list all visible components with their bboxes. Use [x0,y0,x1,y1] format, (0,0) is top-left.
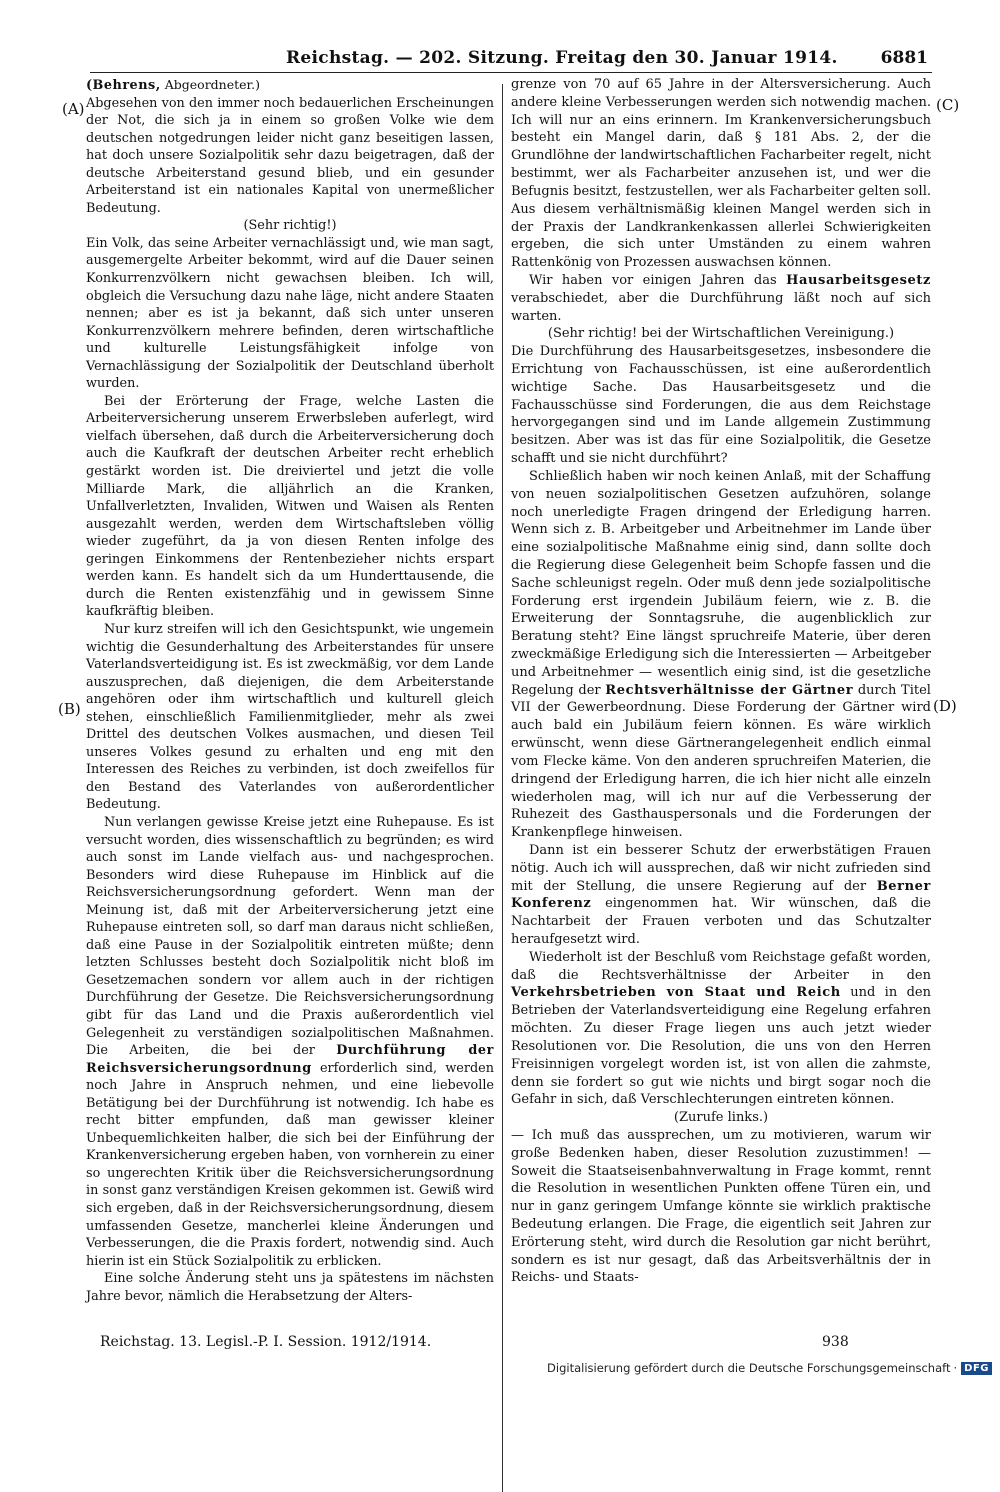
paragraph: Ein Volk, das seine Arbeiter vernachlässigt und, wie man sagt, ausgemergelte Arbeiter bekommt, wird auf die Dauer seinen Konkurrenzvölkern nicht gewachsen bleiben. Ich will, obgleich die Versuchung dazu nahe läge, nicht andere Staaten nennen; aber es ist ja bekannt, daß sich unter unseren Konkurrenzvölkern mehrere befinden, deren wirtschaftliche und kulturelle Leistungsfähigkeit infolge von Vernachlässigung der Sozialpolitik der Deutschland überholt wurden. [86,235,494,392]
emphasis: Durchführung der Reichsversicherungsordnung [86,1043,494,1076]
paragraph [511,468,931,842]
margin-marker-d: (D) [933,697,957,715]
running-title: Reichstag. — 202. Sitzung. Freitag den 30. Januar 1914. [286,48,838,68]
footer-sheet-number: 938 [822,1334,849,1350]
right-column [511,76,931,1287]
paragraph: Eine solche Änderung steht uns ja spätestens im nächsten Jahre bevor, nämlich die Herabsetzung der Alters- [86,1271,494,1304]
paragraph [511,272,931,325]
paragraph: — Ich muß das aussprechen, um zu motivieren, warum wir große Bedenken haben, dieser Resolution zuzustimmen! — Soweit die Staatseisenbahnverwaltung in Frage kommt, rennt die Resolution in wesentlichen Punkten offene Türen ein, und nur in ganz geringem Umfange könnte sie wirklich praktische Bedeutung erlangen. Die Frage, die eigentlich seit Jahren zur Erörterung steht, wird durch die Resolution gar nicht berührt, sondern es ist nur gesagt, daß das Arbeitsverhältnis der in Reichs- und Staats- [511,1127,931,1286]
dfg-logo-icon: DFG [961,1362,992,1375]
paragraph: grenze von 70 auf 65 Jahre in der Altersversicherung. Auch andere kleine Verbesserungen werden sich notwendig machen. Ich will nur an eins erinnern. Im Krankenversicherungsbuch besteht ein Mangel darin, daß § 181 Abs. 2, der die Grundlöhne der landwirtschaftlichen Facharbeiter regelt, nicht bestimmt, wer als Facharbeiter anzusehen ist, und wer die Befugnis besitzt, festzustellen, wer als Facharbeiter gelten soll. Aus diesem verhältnismäßig kleinen Mangel werden sich in der Praxis der Landkrankenkassen allerlei Schwierigkeiten ergeben, die sich unter Umständen zu einem wahren Rattenkönig von Prozessen auswachsen können. [511,77,931,271]
speaker-line [86,76,494,95]
interjection: (Zurufe links.) [673,1110,769,1126]
paragraph-text: erforderlich sind, werden noch Jahre in Anspruch nehmen, und eine liebevolle Betätigung bei der Durchführung ist notwendig. Ich habe es recht bitter empfunden, daß man gewisser kleiner Unbequemlichkeiten halber, die sich bei der Einführung der Krankenversicherung ergeben haben, von vornherein zu einer so ungerechten Kritik über die Reichsversicherungsordnung in sonst ganz verständigen Kreisen gekommen ist. Gewiß wird sich ergeben, daß in der Reichsversicherungsordnung, diesem umfassenden Gesetze, mancherlei kleine Änderungen und Verbesserungen, die die Praxis fordert, notwendig sind. Auch hierin ist ein Stück Sozialpolitik zu erblicken. [86,1060,494,1269]
emphasis: Berner Konferenz [511,878,931,912]
paragraph-text: und in den Betrieben der Vaterlandsverteidigung eine Regelung erfahren möchten. Zu dieser Frage liegen uns auch jetzt wieder Resolutionen vor. Die Resolution, die uns von den Herren Freisinnigen vorgelegt worden ist, ist von allen die zahmste, denn sie fordert so gut wie nichts und birgt sogar noch die Gefahr in sich, daß Verschlechterungen eintreten können. [511,985,931,1108]
interjection: (Sehr richtig!) [243,218,337,234]
margin-marker-a: (A) [62,100,85,118]
emphasis: Rechtsverhältnisse der Gärtner [605,682,854,698]
page-header [90,46,932,73]
page-number: 6881 [880,48,928,68]
speaker-name: (Behrens, [86,78,161,93]
paragraph-text: Wir haben vor einigen Jahren das [529,272,777,288]
paragraph-text: Dann ist ein besserer Schutz der erwerbstätigen Frauen nötig. Auch ich will aussprechen, daß wir nicht zufrieden sind mit der Stellung, die unsere Regierung auf der [511,842,931,894]
paragraph-text: Wiederholt ist der Beschluß vom Reichstage gefaßt worden, daß die Rechtsverhältnisse der Arbeiter in den [511,949,931,983]
interjection: (Sehr richtig! bei der Wirtschaftlichen Vereinigung.) [547,326,895,342]
paragraph [86,814,494,1270]
emphasis: Hausarbeitsgesetz [786,272,931,288]
paragraph-text: Nun verlangen gewisse Kreise jetzt eine Ruhepause. Es ist versucht worden, dies wissenschaftlich zu begründen; es wird auch sonst im Lande vielfach aus- und nachgesprochen. Besonders wird diese Ruhepause im Hinblick auf die Reichsversicherungsordnung gefordert. Wenn man der Meinung ist, daß mit der Arbeiterversicherung jetzt eine Ruhepause eintreten soll, so darf man daraus nicht schließen, daß eine Pause in der Sozialpolitik eintreten müßte; denn letzten Schlusses besteht doch Sozialpolitik nicht bloß im Gesetzemachen sondern vor allem auch in der richtigen Durchführung der Gesetze. Die Reichsversicherungsordnung gibt für das Land und die Praxis außerordentlich viel Gelegenheit zu verständigen sozialpolitischen Maßnahmen. Die Arbeiten, die bei der [86,814,494,1059]
footer-session: Reichstag. 13. Legisl.-P. I. Session. 1912/1914. [100,1334,432,1350]
paragraph: Nur kurz streifen will ich den Gesichtspunkt, wie ungemein wichtig die Gesunderhaltung des Arbeiterstandes für unsere Vaterlandsverteidigung ist. Es ist zweckmäßig, vor dem Lande auszusprechen, daß diejenigen, die dem Arbeiterstande angehören oder ihm wirtschaftlich und kulturell gleich stehen, einschließlich Familienmitglieder, mehr als zwei Drittel des deutschen Volkes ausmachen, und diesen Teil unseres Volkes gesund zu erhalten und eng mit den Interessen des Reiches zu verbinden, ist doch zweifellos für den Bestand des Vaterlandes von außerordentlicher Bedeutung. [86,621,494,813]
margin-marker-b: (B) [58,700,81,718]
dfg-credit [547,1361,992,1375]
paragraph-text: Schließlich haben wir noch keinen Anlaß, mit der Schaffung von neuen sozialpolitischen Gesetzen aufzuhören, solange noch unerledigte Fragen dringend der Erledigung harren. Wenn sich z. B. Arbeitgeber und Arbeitnehmer im Lande über eine sozialpolitische Maßnahme einig sind, dann sollte doch die Regierung diese Gelegenheit beim Schopfe fassen und die Sache schleunigst regeln. Oder muß denn jede sozialpolitische Forderung erst irgendein Jubiläum feiern, wie z. B. die Erweiterung der Sonntagsruhe, die augenblicklich zur Beratung steht? Eine längst spruchreife Materie, über deren zweckmäßige Erledigung sich die Interessierten — Arbeitgeber und Arbeitnehmer — wesentlich einig sind, ist die gesetzliche Regelung der [511,468,931,698]
emphasis: Verkehrsbetrieben von Staat und Reich [511,985,841,1001]
paragraph [511,949,931,1109]
paragraph: Bei der Erörterung der Frage, welche Lasten die Arbeiterversicherung unserem Erwerbsleben auferlegt, wird vielfach übersehen, daß durch die Arbeiterversicherung doch auch die Kaufkraft der deutschen Arbeiter recht erheblich gestärkt worden ist. Die dreiviertel und jetzt die volle Milliarde Mark, die alljährlich an die Kranken, Unfallverletzten, Invaliden, Witwen und Waisen als Renten ausgezahlt werden, werden dem Wirtschaftsleben völlig wieder zugeführt, da ja von diesen Renten infolge des geringen Einkommens der Rentenbezieher nichts erspart werden kann. Es handelt sich da um Hunderttausende, die durch die Renten existenzfähig und in gewissem Sinne kaufkräftig bleiben. [86,393,494,620]
margin-marker-c: (C) [936,96,960,114]
left-column [86,76,494,1305]
paragraph-text: durch Titel VII der Gewerbeordnung. Diese Forderung der Gärtner wird auch bald ein Jubiläum feiern können. Es wäre wirklich erwünscht, wenn diese Gärtnerangelegenheit endlich einmal vom Flecke käme. Von den anderen spruchreifen Materien, die dringend der Erledigung harren, die ich hier nicht alle einzeln wiederholen mag, will ich nur auf die Verbesserung der Ruhezeit des Gasthauspersonals und die Forderungen der Krankenpflege hinweisen. [511,682,931,841]
paragraph: Die Durchführung des Hausarbeitsgesetzes, insbesondere die Errichtung von Fachausschüssen, ist eine außerordentlich wichtige Sache. Das Hausarbeitsgesetz und die Fachausschüsse sind Forderungen, die aus dem Reichstage hervorgegangen sind und im Lande allgemein Zustimmung besitzen. Aber was ist das für eine Sozialpolitik, die Gesetze schafft und sie nicht durchführt? [511,344,931,467]
paragraph [511,842,931,949]
paragraph-text: verabschiedet, aber die Durchführung läßt noch auf sich warten. [511,290,931,324]
speaker-role: Abgeordneter.) [164,77,261,92]
credit-text: Digitalisierung gefördert durch die Deutsche Forschungsgemeinschaft [547,1361,951,1375]
paragraph: Abgesehen von den immer noch bedauerlichen Erscheinungen der Not, die sich ja in einem so großen Volke wie dem deutschen notgedrungen leider nicht ganz beseitigen lassen, hat doch unsere Sozialpolitik sehr dazu beigetragen, daß der deutsche Arbeiterstand gesund blieb, und ein gesunder Arbeiterstand ist ein nationales Kapital von unermeßlicher Bedeutung. [86,95,494,216]
separator-dot: · [953,1361,958,1375]
paragraph-text: eingenommen hat. Wir wünschen, daß die Nachtarbeit der Frauen verboten und das Schutzalter heraufgesetzt wird. [511,896,931,947]
column-divider [502,84,503,1492]
